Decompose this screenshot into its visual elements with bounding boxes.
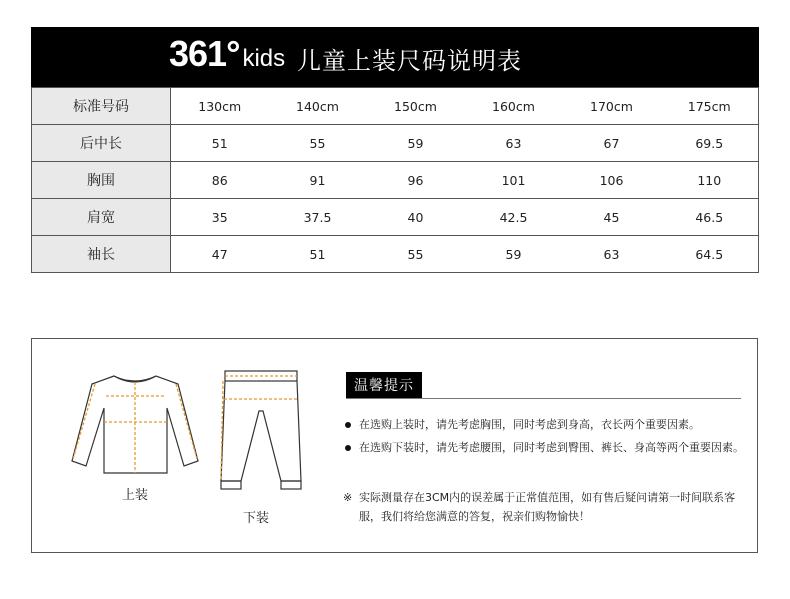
- row-label: 后中长: [32, 125, 171, 162]
- table-cell: 91: [269, 162, 367, 199]
- row-label: 标准号码: [32, 88, 171, 125]
- table-cell: 40: [367, 199, 465, 236]
- table-cell: 175cm: [661, 88, 759, 125]
- table-cell: 170cm: [563, 88, 661, 125]
- table-row: [32, 236, 759, 273]
- brand-logo: [169, 33, 285, 75]
- table-row: [32, 125, 759, 162]
- tips-list: [345, 415, 745, 461]
- table-cell: 45: [563, 199, 661, 236]
- table-row: [32, 199, 759, 236]
- table-cell: 51: [171, 125, 269, 162]
- table-cell: 106: [563, 162, 661, 199]
- logo-kids: kids: [242, 45, 286, 72]
- table-cell: 59: [465, 236, 563, 273]
- table-cell: 55: [367, 236, 465, 273]
- logo-number: 361°: [169, 33, 240, 74]
- table-cell: 63: [465, 125, 563, 162]
- bullet-icon: [345, 422, 351, 428]
- table-cell: 63: [563, 236, 661, 273]
- table-cell: 51: [269, 236, 367, 273]
- row-label: 肩宽: [32, 199, 171, 236]
- tip-item: [345, 438, 745, 457]
- page-title: 儿童上装尺码说明表: [297, 47, 522, 75]
- table-cell: 59: [367, 125, 465, 162]
- table-cell: 42.5: [465, 199, 563, 236]
- table-cell: 96: [367, 162, 465, 199]
- table-cell: 55: [269, 125, 367, 162]
- shirt-diagram-icon: [64, 366, 204, 481]
- bottom-caption: 下装: [243, 511, 270, 526]
- pants-diagram-icon: [215, 361, 315, 501]
- table-cell: 69.5: [661, 125, 759, 162]
- row-label: 胸围: [32, 162, 171, 199]
- table-cell: 150cm: [367, 88, 465, 125]
- tips-title: 温馨提示: [346, 372, 422, 398]
- table-cell: 110: [661, 162, 759, 199]
- table-cell: 86: [171, 162, 269, 199]
- table-cell: 35: [171, 199, 269, 236]
- tip-text: 在选购上装时，请先考虑胸围，同时考虑到身高，衣长两个重要因素。: [359, 418, 700, 431]
- table-cell: 37.5: [269, 199, 367, 236]
- reference-mark-icon: ※: [343, 491, 353, 504]
- tips-divider: [346, 398, 741, 399]
- tip-text: 在选购下装时，请先考虑腰围，同时考虑到臀围、裤长、身高等两个重要因素。: [359, 441, 744, 454]
- tip-item: [345, 415, 745, 434]
- table-cell: 47: [171, 236, 269, 273]
- table-cell: 46.5: [661, 199, 759, 236]
- header-bar: [31, 27, 759, 87]
- bullet-icon: [345, 445, 351, 451]
- table-cell: 101: [465, 162, 563, 199]
- table-cell: 67: [563, 125, 661, 162]
- size-table: [31, 87, 759, 273]
- tips-panel: [31, 338, 758, 553]
- row-label: 袖长: [32, 236, 171, 273]
- table-cell: 64.5: [661, 236, 759, 273]
- table-cell: 140cm: [269, 88, 367, 125]
- table-row: [32, 88, 759, 125]
- table-cell: 160cm: [465, 88, 563, 125]
- table-row: [32, 162, 759, 199]
- measurement-note: [343, 488, 745, 526]
- note-text: 实际测量存在3CM内的误差属于正常值范围，如有售后疑问请第一时间联系客服，我们将给您满意的答复，祝亲们购物愉快！: [359, 491, 736, 523]
- top-caption: 上装: [122, 488, 149, 503]
- table-cell: 130cm: [171, 88, 269, 125]
